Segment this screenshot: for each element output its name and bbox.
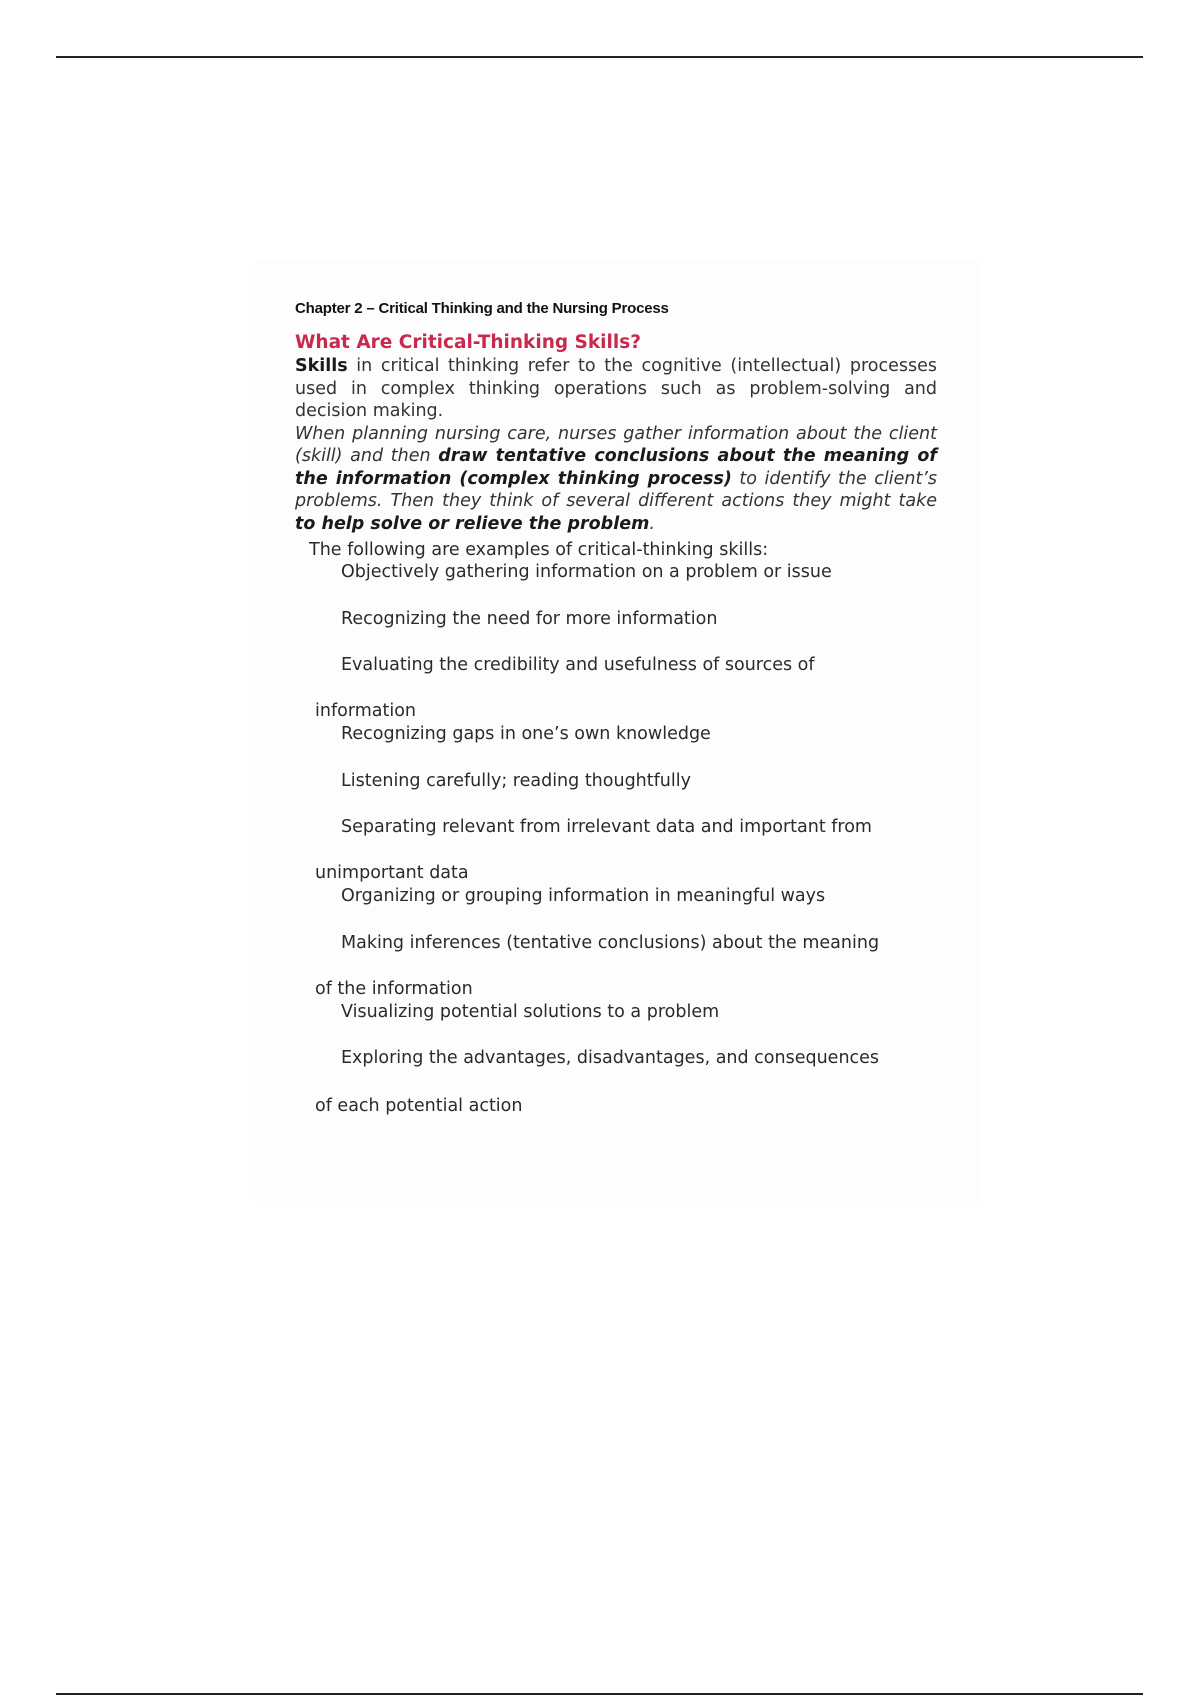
list-item: Objectively gathering information on a problem or issue bbox=[341, 562, 832, 582]
intro-term: Skills bbox=[295, 356, 348, 376]
top-rule bbox=[56, 56, 1143, 58]
example-paragraph bbox=[295, 423, 937, 536]
list-item: Recognizing gaps in one’s own knowledge bbox=[341, 724, 711, 744]
list-item: Organizing or grouping information in meaningful ways bbox=[341, 886, 826, 906]
list-item: Recognizing the need for more information bbox=[341, 608, 718, 629]
example-part2: to identify the client’s problems. Then they think of several different actions they might take bbox=[295, 468, 937, 511]
list-item: Exploring the advantages, disadvantages, and consequences of each potential action bbox=[315, 1048, 880, 1116]
list-item: Visualizing potential solutions to a problem bbox=[341, 1001, 720, 1022]
document-page-image bbox=[254, 260, 980, 1206]
bottom-rule bbox=[56, 1693, 1143, 1695]
document-content bbox=[295, 300, 937, 1118]
example-end: . bbox=[649, 513, 655, 534]
skills-list bbox=[315, 561, 937, 1118]
list-item: Making inferences (tentative conclusions) about the meaning of the information bbox=[315, 932, 880, 999]
intro-paragraph bbox=[295, 355, 937, 423]
chapter-title: Chapter 2 – Critical Thinking and the Nursing Process bbox=[295, 300, 669, 317]
intro-text: in critical thinking refer to the cognitive (intellectual) processes used in complex thinking operations such as problem-solving and decision making. bbox=[295, 356, 937, 421]
section-heading: What Are Critical-Thinking Skills? bbox=[295, 332, 641, 353]
list-intro: The following are examples of critical-thinking skills: bbox=[309, 540, 769, 560]
example-bold2: to help solve or relieve the problem bbox=[295, 513, 650, 534]
example-bold1: draw tentative conclusions about the meaning of the information (complex thinking process) bbox=[295, 446, 937, 489]
example-part1: When planning nursing care, nurses gather information about the client (skill) and then bbox=[295, 423, 937, 466]
list-item: Evaluating the credibility and usefulness of sources of information bbox=[315, 655, 815, 721]
list-item: Separating relevant from irrelevant data and important from unimportant data bbox=[315, 817, 872, 883]
list-item: Listening carefully; reading thoughtfully bbox=[341, 770, 691, 791]
